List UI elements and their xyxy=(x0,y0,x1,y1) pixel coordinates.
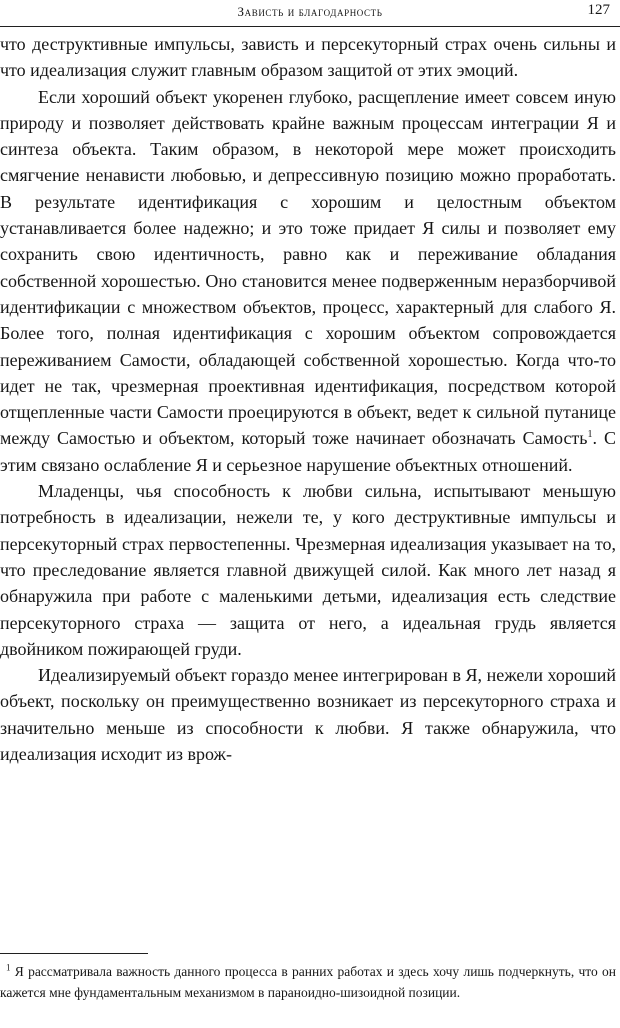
page-header xyxy=(0,0,620,24)
page-number: 127 xyxy=(587,2,610,18)
paragraph-2 xyxy=(0,84,616,478)
running-title: Зависть и благодарность xyxy=(237,4,383,19)
paragraph-1: что деструктивные импульсы, зависть и персекуторный страх очень сильны и что идеализация служит главным образом защитой от этих эмоций. xyxy=(0,34,616,81)
footnote-reference[interactable]: 1 xyxy=(587,429,593,441)
footnote xyxy=(0,962,616,1003)
footnote-rule xyxy=(0,953,148,954)
footnote-text: Я рассматривала важность данного процесса в ранних работах и здесь хочу лишь подчеркнуть, что он кажется мне фундаментальным механизмом в параноидно-шизоидной позиции. xyxy=(0,964,616,1000)
paragraph-3: Младенцы, чья способность к любви сильна, испытывают меньшую потребность в идеализации, нежели те, у кого деструктивные импульсы и персекуторный страх первостепенны. Чрезмерная идеализация указывает на то, что преследование является главной движущей силой. Как много лет назад я обнаружила при работе с маленькими детьми, идеализация есть следствие персекуторного страха — защита от него, а идеальная грудь является двойником пожирающей груди. xyxy=(0,481,616,659)
paragraph-4: Идеализируемый объект гораздо менее интегрирован в Я, нежели хороший объект, поскольку он преимущественно возникает из персекуторного страха и значительно меньше из способности к любви. Я также обнаружила, что идеализация исходит из врож- xyxy=(0,665,616,765)
body-text xyxy=(0,31,616,767)
footnote-marker: 1 xyxy=(6,962,11,973)
header-rule xyxy=(0,26,620,27)
paragraph-2-text-continued: . С этим связано ослабление Я и серьезное нарушение объектных отношений. xyxy=(0,428,616,475)
paragraph-2-text: Если хороший объект укоренен глубоко, расщепление имеет совсем иную природу и позволяет действовать крайне важным процессам интеграции Я и синтеза объекта. Таким образом, в некоторой мере может происходить смягчение ненависти любовью, и депрессивную позицию можно проработать. В результате идентификация с хорошим и целостным объектом устанавливается более надежно; и это тоже придает Я силы и позволяет ему сохранить свою идентичность, равно как и переживание обладания собственной хорошестью. Оно становится менее подверженным неразборчивой идентификации с множеством объектов, процесс, характерный для слабого Я. Более того, полная идентификация с хорошим объектом сопровождается переживанием Самости, обладающей собственной хорошестью. Когда что-то идет не так, чрезмерная проективная идентификация, посредством которой отщепленные части Самости проецируются в объект, ведет к сильной путанице между Самостью и объектом, который тоже начинает обозначать Самость xyxy=(0,86,616,449)
